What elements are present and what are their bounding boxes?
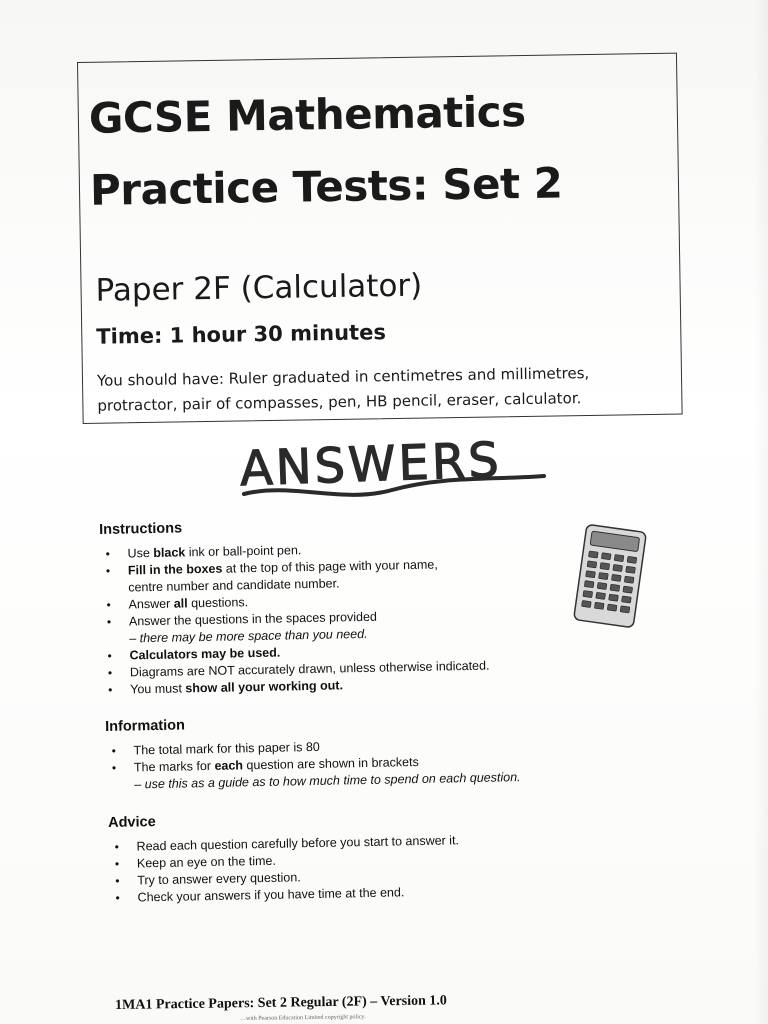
information-heading: Information <box>105 717 186 735</box>
item-emphasis: each <box>214 758 244 773</box>
item-text: Keep an eye on the time. <box>136 853 277 871</box>
item-emphasis: black <box>153 545 186 560</box>
bullet-icon: • <box>114 839 119 854</box>
footer-copyright: …with Pearson Education Limited copyright policy. <box>240 1014 366 1022</box>
instructions-list <box>99 539 490 699</box>
footer-version: 1MA1 Practice Papers: Set 2 Regular (2F) – Version 1.0 <box>115 993 447 1013</box>
item-emphasis: Fill in the boxes <box>127 561 223 578</box>
equipment-note <box>97 360 668 419</box>
bullet-icon: • <box>106 597 111 612</box>
item-continuation: centre number and candidate number. <box>128 576 340 595</box>
bullet-icon: • <box>107 665 113 680</box>
item-emphasis: Calculators may be used. <box>129 645 281 663</box>
item-emphasis: all <box>173 596 188 611</box>
handwritten-answers-mark <box>232 424 562 514</box>
bullet-icon: • <box>107 648 112 663</box>
item-emphasis: show all your working out. <box>185 678 344 696</box>
instructions-section <box>99 515 490 699</box>
item-note: – there may be more space than you need. <box>129 626 368 646</box>
item-text: The marks for <box>133 758 215 775</box>
advice-heading: Advice <box>108 814 156 831</box>
main-title <box>88 74 670 227</box>
equipment-line-1: You should have: Ruler graduated in centimetres and millimetres, <box>96 363 590 390</box>
item-text: Check your answers if you have time at the end. <box>137 885 405 905</box>
paper-title: Paper 2F (Calculator) <box>95 267 423 309</box>
advice-list <box>108 832 460 907</box>
information-section <box>105 711 521 794</box>
main-title-line-1: GCSE Mathematics <box>88 86 526 143</box>
scan-edge-shadow <box>754 0 768 1024</box>
main-title-line-2: Practice Tests: Set 2 <box>89 158 563 215</box>
item-text: You must <box>130 681 186 697</box>
item-text-end: at the top of this page with your name, <box>222 557 438 576</box>
item-text: Use <box>127 545 154 561</box>
bullet-icon: • <box>114 856 120 871</box>
bullet-icon: • <box>106 614 112 629</box>
instructions-heading: Instructions <box>99 520 183 538</box>
advice-section <box>108 808 460 907</box>
bullet-icon: • <box>111 760 117 775</box>
bullet-icon: • <box>115 890 120 905</box>
item-text-end: ink or ball-point pen. <box>185 543 302 560</box>
bullet-icon: • <box>115 873 120 888</box>
bullet-icon: • <box>105 546 110 561</box>
item-text: The total mark for this paper is 80 <box>133 739 320 758</box>
item-text: Try to answer every question. <box>137 870 301 888</box>
information-list <box>105 735 520 794</box>
item-text-end: question are shown in brackets <box>242 754 419 773</box>
item-text: Diagrams are NOT accurately drawn, unless otherwise indicated. <box>129 658 490 680</box>
item-text-end: questions. <box>187 595 249 611</box>
item-text: Answer the questions in the spaces provided <box>128 609 378 629</box>
bullet-icon: • <box>105 563 111 578</box>
time-allowed: Time: 1 hour 30 minutes <box>96 320 387 349</box>
list-item <box>106 752 521 794</box>
item-text: Read each question carefully before you start to answer it. <box>136 833 460 854</box>
calculator-icon <box>572 522 648 630</box>
bullet-icon: • <box>108 682 113 697</box>
item-text: Answer <box>128 596 174 612</box>
bullet-icon: • <box>111 743 116 758</box>
title-box <box>77 53 683 424</box>
handwritten-answers-text: ANSWERS <box>238 432 503 498</box>
item-note: – use this as a guide as to how much time to spend on each question. <box>134 770 521 792</box>
equipment-line-2: protractor, pair of compasses, pen, HB pencil, eraser, calculator. <box>97 389 582 415</box>
